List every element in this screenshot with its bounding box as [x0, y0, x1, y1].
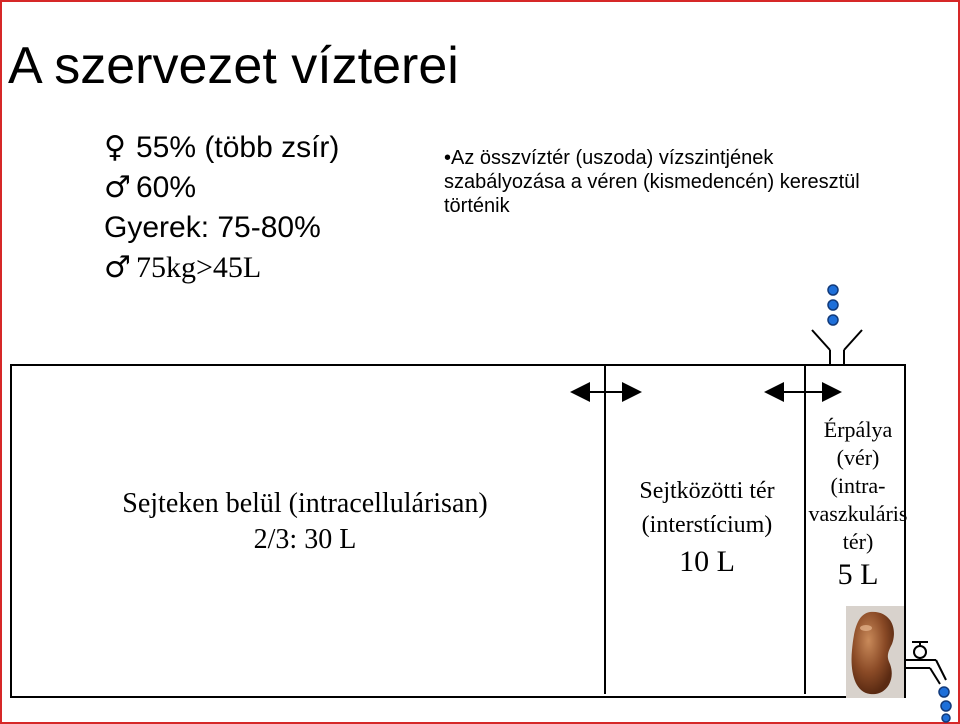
female-icon: ♀: [104, 130, 126, 165]
intracellular-volume: 2/3: 30 L: [253, 524, 357, 555]
intracellular-name: Sejteken belül (intracellulárisan): [122, 488, 488, 519]
droplet-icon: [942, 714, 950, 722]
inflow-funnel-icon: [812, 330, 862, 366]
interstitial-name: Sejtközötti tér: [639, 478, 775, 504]
droplet-icon: [939, 687, 949, 697]
droplet-icon: [828, 285, 838, 295]
inflow-droplets: [828, 285, 838, 325]
interstitial-volume: 10 L: [679, 545, 735, 578]
slide-title: A szervezet vízterei: [8, 37, 459, 95]
bullet-icon: •: [444, 147, 452, 169]
outflow-tap-icon: [904, 642, 946, 684]
interstitial-latin: (interstícium): [641, 512, 773, 538]
male-icon: ♂: [104, 250, 131, 285]
male-volume-value: 75kg>45L: [136, 251, 262, 284]
intravascular-name: Érpálya: [823, 417, 893, 442]
droplet-icon: [941, 701, 951, 711]
droplet-icon: [828, 300, 838, 310]
male-value: 60%: [136, 171, 197, 204]
intravascular-latin-3: tér): [842, 529, 874, 554]
intravascular-latin-1: (intra-: [830, 473, 886, 498]
child-value: Gyerek: 75-80%: [104, 211, 321, 244]
female-value: 55% (több zsír): [136, 131, 340, 164]
droplet-icon: [828, 315, 838, 325]
intravascular-latin-2: vaszkuláris: [808, 501, 908, 526]
outflow-droplets: [939, 687, 951, 722]
intravascular-blood: (vér): [836, 445, 880, 470]
intravascular-volume: 5 L: [837, 558, 879, 591]
male-icon: ♂: [104, 170, 131, 205]
regulation-text: Az összvíztér (uszoda) vízszintjének szabályozása a véren (kismedencén) keresztül történik: [444, 147, 860, 217]
